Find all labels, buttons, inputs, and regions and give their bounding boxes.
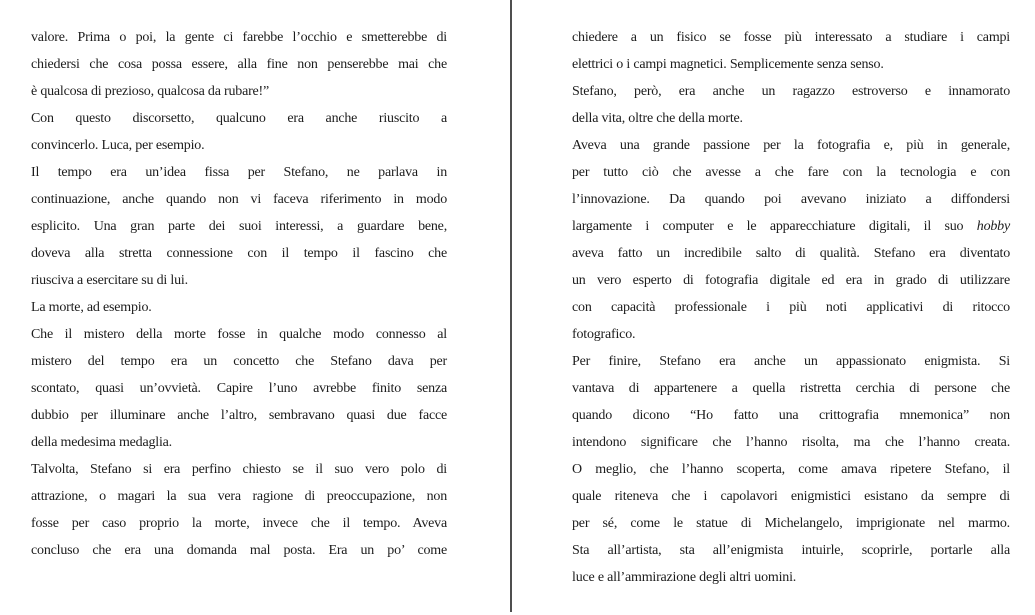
page-right[interactable]: [572, 24, 1010, 591]
text-line: riusciva a esercitare su di lui.: [31, 273, 188, 288]
italic-word: hobby: [976, 219, 1010, 234]
text-line: quando dicono “Ho fatto una crittografia mnemonica” non: [572, 408, 1010, 423]
text-line: quale riteneva che i capolavori enigmistici esistano da sempre di: [572, 489, 1010, 504]
text-line: scontato, quasi un’ovvietà. Capire l’uno avrebbe finito senza: [31, 381, 447, 396]
text-line: chiedersi che cosa possa essere, alla fine non penserebbe mai che: [31, 57, 447, 72]
page-left[interactable]: [31, 24, 447, 564]
text-line: [572, 213, 1010, 240]
text-line: elettrici o i campi magnetici. Semplicemente senza senso.: [572, 57, 884, 72]
text-line: della medesima medaglia.: [31, 435, 172, 450]
text-line: aveva fatto un incredibile salto di qualità. Stefano era diventato: [572, 246, 1010, 261]
text-line: mistero del tempo era un concetto che Stefano dava per: [31, 354, 447, 369]
text-line: vantava di appartenere a quella ristretta cerchia di persone che: [572, 381, 1010, 396]
text-line: Con questo discorsetto, qualcuno era anche riuscito a: [31, 111, 447, 126]
text-line: fotografico.: [572, 327, 636, 342]
text-line: un vero esperto di fotografia digitale ed era in grado di utilizzare: [572, 273, 1010, 288]
text-line: chiedere a un fisico se fosse più interessato a studiare i campi: [572, 30, 1010, 45]
text-line: valore. Prima o poi, la gente ci farebbe l’occhio e smetterebbe di: [31, 30, 447, 45]
page-divider: [510, 0, 512, 612]
text-line: Talvolta, Stefano si era perfino chiesto se il suo vero polo di: [31, 462, 447, 477]
text-line: Il tempo era un’idea fissa per Stefano, ne parlava in: [31, 165, 447, 180]
text-line: Che il mistero della morte fosse in qualche modo connesso al: [31, 327, 447, 342]
text-line: è qualcosa di prezioso, qualcosa da rubare!”: [31, 84, 270, 99]
text-line: intendono significare che l’hanno risolta, ma che l’hanno creata.: [572, 435, 1010, 450]
text-line: concluso che era una domanda mal posta. Era un po’ come: [31, 543, 447, 558]
text-line: attrazione, o magari la sua vera ragione di preoccupazione, non: [31, 489, 447, 504]
text-segment: largamente i computer e le apparecchiature digitali, il suo: [572, 219, 977, 234]
text-line: convincerlo. Luca, per esempio.: [31, 138, 205, 153]
text-line: luce e all’ammirazione degli altri uomini.: [572, 570, 797, 585]
text-line: La morte, ad esempio.: [31, 300, 152, 315]
text-line: dubbio per illuminare anche l’altro, sembravano quasi due facce: [31, 408, 447, 423]
text-line: Per finire, Stefano era anche un appassionato enigmista. Si: [572, 354, 1010, 369]
text-line: per sé, come le statue di Michelangelo, imprigionate nel marmo.: [572, 516, 1010, 531]
text-line: della vita, oltre che della morte.: [572, 111, 743, 126]
text-line: esplicito. Una gran parte dei suoi interessi, a guardare bene,: [31, 219, 447, 234]
text-line: per tutto ciò che avesse a che fare con la tecnologia e con: [572, 165, 1010, 180]
text-line: l’innovazione. Da quando poi avevano iniziato a diffondersi: [572, 192, 1010, 207]
text-line: Aveva una grande passione per la fotografia e, più in generale,: [572, 138, 1010, 153]
text-line: con capacità professionale i più noti applicativi di ritocco: [572, 300, 1010, 315]
text-line: continuazione, anche quando non vi faceva riferimento in modo: [31, 192, 447, 207]
text-line: O meglio, che l’hanno scoperta, come amava ripetere Stefano, il: [572, 462, 1010, 477]
text-line: Stefano, però, era anche un ragazzo estroverso e innamorato: [572, 84, 1010, 99]
text-line: fosse per caso proprio la morte, invece che il tempo. Aveva: [31, 516, 447, 531]
text-line: doveva alla stretta connessione con il tempo il fascino che: [31, 246, 447, 261]
text-line: Sta all’artista, sta all’enigmista intuirle, scoprirle, portarle alla: [572, 543, 1010, 558]
